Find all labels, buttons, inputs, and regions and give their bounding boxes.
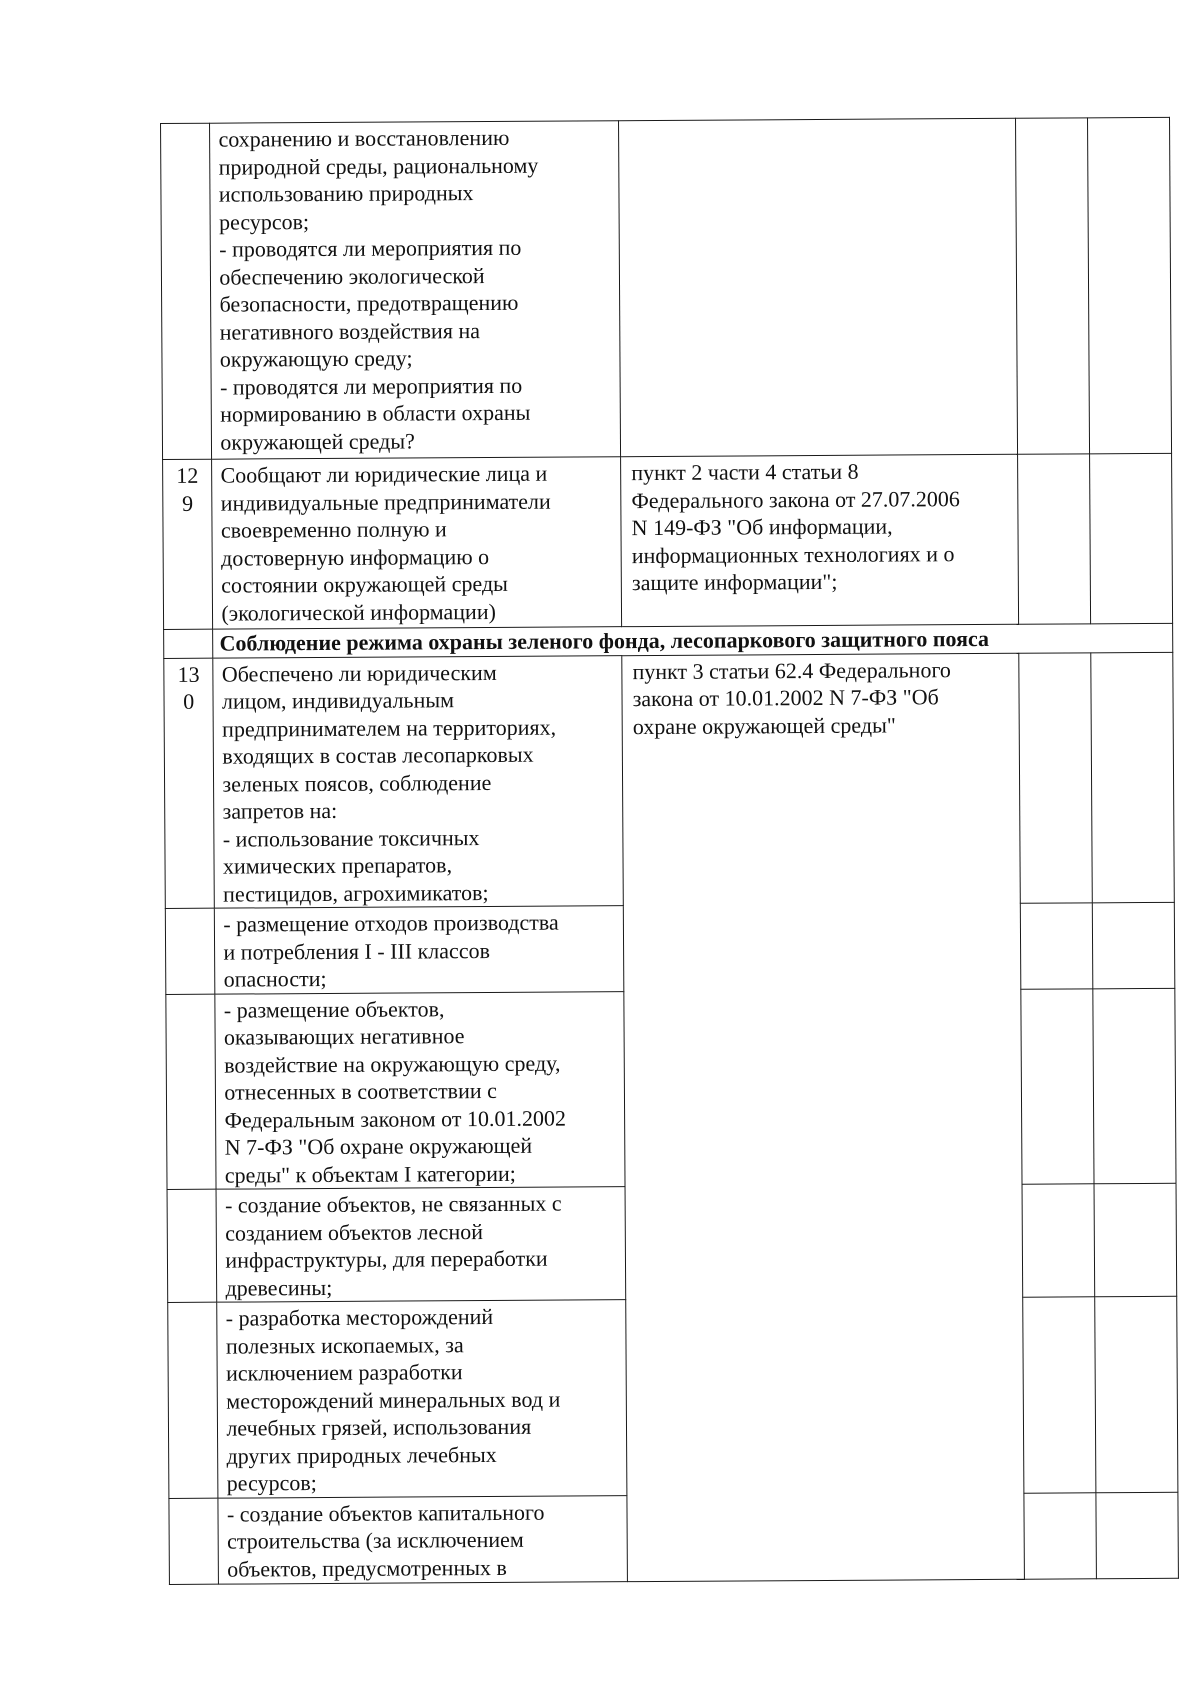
answer-cell-no[interactable] [1095,1492,1178,1579]
question-line: - разработка месторождений [225,1303,494,1331]
question-line: N 7-ФЗ "Об охране окружающей [224,1132,533,1160]
question-line: входящих в состав лесопарковых [222,741,534,769]
question-line: - проводятся ли мероприятия по [219,234,522,262]
answer-cell-yes[interactable] [1020,903,1093,989]
question-line: Сообщают ли юридические лица и [220,460,548,488]
question-line: полезных ископаемых, за [225,1331,464,1359]
question-line: и потребления I - III классов [223,937,491,965]
item-number-cell [167,1189,217,1302]
legal-reference-line: информационных технологиях и о [631,540,955,568]
item-number-line: 9 [181,490,194,516]
legal-reference-line: пункт 2 части 4 статьи 8 [631,458,859,486]
table-row-item-130 [164,652,1175,909]
question-line: запретов на: [222,797,338,824]
question-cell [215,906,624,994]
question-line: природной среды, рациональному [218,152,539,180]
question-line: нормированию в области охраны [220,399,531,427]
answer-cell-no[interactable] [1089,453,1172,624]
question-line: - размещение отходов производства [223,909,559,937]
question-line: - проводятся ли мероприятия по [219,372,523,400]
legal-reference-line: закона от 10.01.2002 N 7-ФЗ "Об [632,684,939,712]
question-line: созданием объектов лесной [225,1218,484,1246]
question-cell [218,1495,627,1583]
question-line: среды" к объектам I категории; [224,1160,516,1188]
question-line: месторождений минеральных вод и [226,1386,561,1414]
question-line: опасности; [223,965,327,992]
answer-cell-no[interactable] [1092,902,1175,988]
question-line: предпринимателем на территориях, [222,714,557,742]
item-number-cell [166,994,217,1190]
legal-reference-line: Федерального закона от 27.07.2006 [631,485,960,513]
answer-cell-yes[interactable] [1022,1184,1095,1297]
question-line: сохранению и восстановлению [218,124,510,152]
question-line: обеспечению экологической [219,262,485,290]
question-cell [213,655,623,908]
question-line: Федеральным законом от 10.01.2002 [224,1105,566,1133]
legal-reference-cell [621,454,1018,626]
question-line: ресурсов; [218,208,310,235]
item-number-line: 13 [177,661,200,687]
table-row-continuation [161,117,1172,459]
question-line: - использование токсичных [222,824,480,852]
question-line: химических препаратов, [222,852,453,879]
item-number-cell [164,658,215,909]
question-line: отнесенных в соответствии с [224,1077,497,1105]
table-row-item-129 [163,453,1173,629]
item-number-line: 0 [183,688,195,714]
answer-cell-no[interactable] [1087,117,1171,453]
legal-reference-line: защите информации"; [631,568,838,596]
question-line: строительства (за исключением [227,1526,524,1554]
question-line: индивидуальные предприниматели [220,488,551,516]
checklist-table [160,117,1179,1585]
question-line: достоверную информацию о [221,543,490,571]
answer-cell-yes[interactable] [1022,1297,1095,1493]
question-line: лечебных грязей, использования [226,1413,532,1441]
question-cell [216,1187,625,1302]
section-heading-number-cell [164,629,214,658]
item-number-line: 12 [176,462,199,488]
item-number-cell [165,908,215,994]
question-line: Обеспечено ли юридическим [221,659,497,687]
answer-cell-no[interactable] [1092,988,1176,1184]
answer-cell-yes[interactable] [1018,652,1092,903]
question-line: своевременно полную и [220,516,447,543]
answer-cell-no[interactable] [1090,652,1174,903]
answer-cell-no[interactable] [1094,1296,1178,1492]
question-line: лицом, индивидуальным [221,687,455,714]
question-line: других природных лечебных [226,1441,497,1469]
question-cell [210,121,621,459]
answer-cell-no[interactable] [1094,1183,1177,1297]
legal-reference-line: N 149-ФЗ "Об информации, [631,513,893,541]
question-line: - создание объектов капитального [226,1499,545,1527]
question-cell [212,457,622,629]
question-line: состоянии окружающей среды [221,570,508,598]
question-line: - размещение объектов, [223,995,445,1023]
question-line: древесины; [225,1274,333,1301]
item-number-cell [161,123,212,459]
question-line: ресурсов; [226,1470,317,1496]
legal-reference-cell [619,118,1017,456]
answer-cell-yes[interactable] [1020,988,1093,1184]
question-line: объектов, предусмотренных в [227,1554,507,1582]
question-line: инфраструктуры, для переработки [225,1245,548,1273]
item-number-cell [168,1302,219,1498]
question-line: безопасности, предотвращению [219,289,519,317]
question-line: окружающей среды? [220,427,415,455]
question-line: - создание объектов, не связанных с [224,1190,562,1218]
question-line: оказывающих негативное [223,1023,465,1050]
checklist-body [161,117,1179,1584]
question-cell [217,1300,627,1498]
question-line: использованию природных [218,180,474,207]
question-line: (экологической информации) [221,598,496,626]
question-line: негативного воздействия на [219,317,481,345]
question-cell [215,991,625,1189]
answer-cell-yes[interactable] [1023,1492,1096,1578]
section-heading: Соблюдение режима охраны зеленого фонда, лесопаркового защитного пояса [213,623,1173,657]
question-line: воздействие на окружающую среду, [224,1050,561,1078]
question-line: окружающую среду; [219,345,413,372]
legal-reference-cell [622,653,1024,1581]
question-line: зеленых поясов, соблюдение [222,769,492,797]
legal-reference-line: охране окружающей среды" [632,712,896,739]
item-number-cell [169,1498,219,1584]
answer-cell-yes[interactable] [1015,118,1089,454]
legal-reference-line: пункт 3 статьи 62.4 Федерального [632,656,951,684]
answer-cell-yes[interactable] [1017,454,1090,624]
item-number-cell [163,459,213,629]
question-line: пестицидов, агрохимикатов; [223,879,489,907]
question-line: исключением разработки [225,1359,463,1386]
